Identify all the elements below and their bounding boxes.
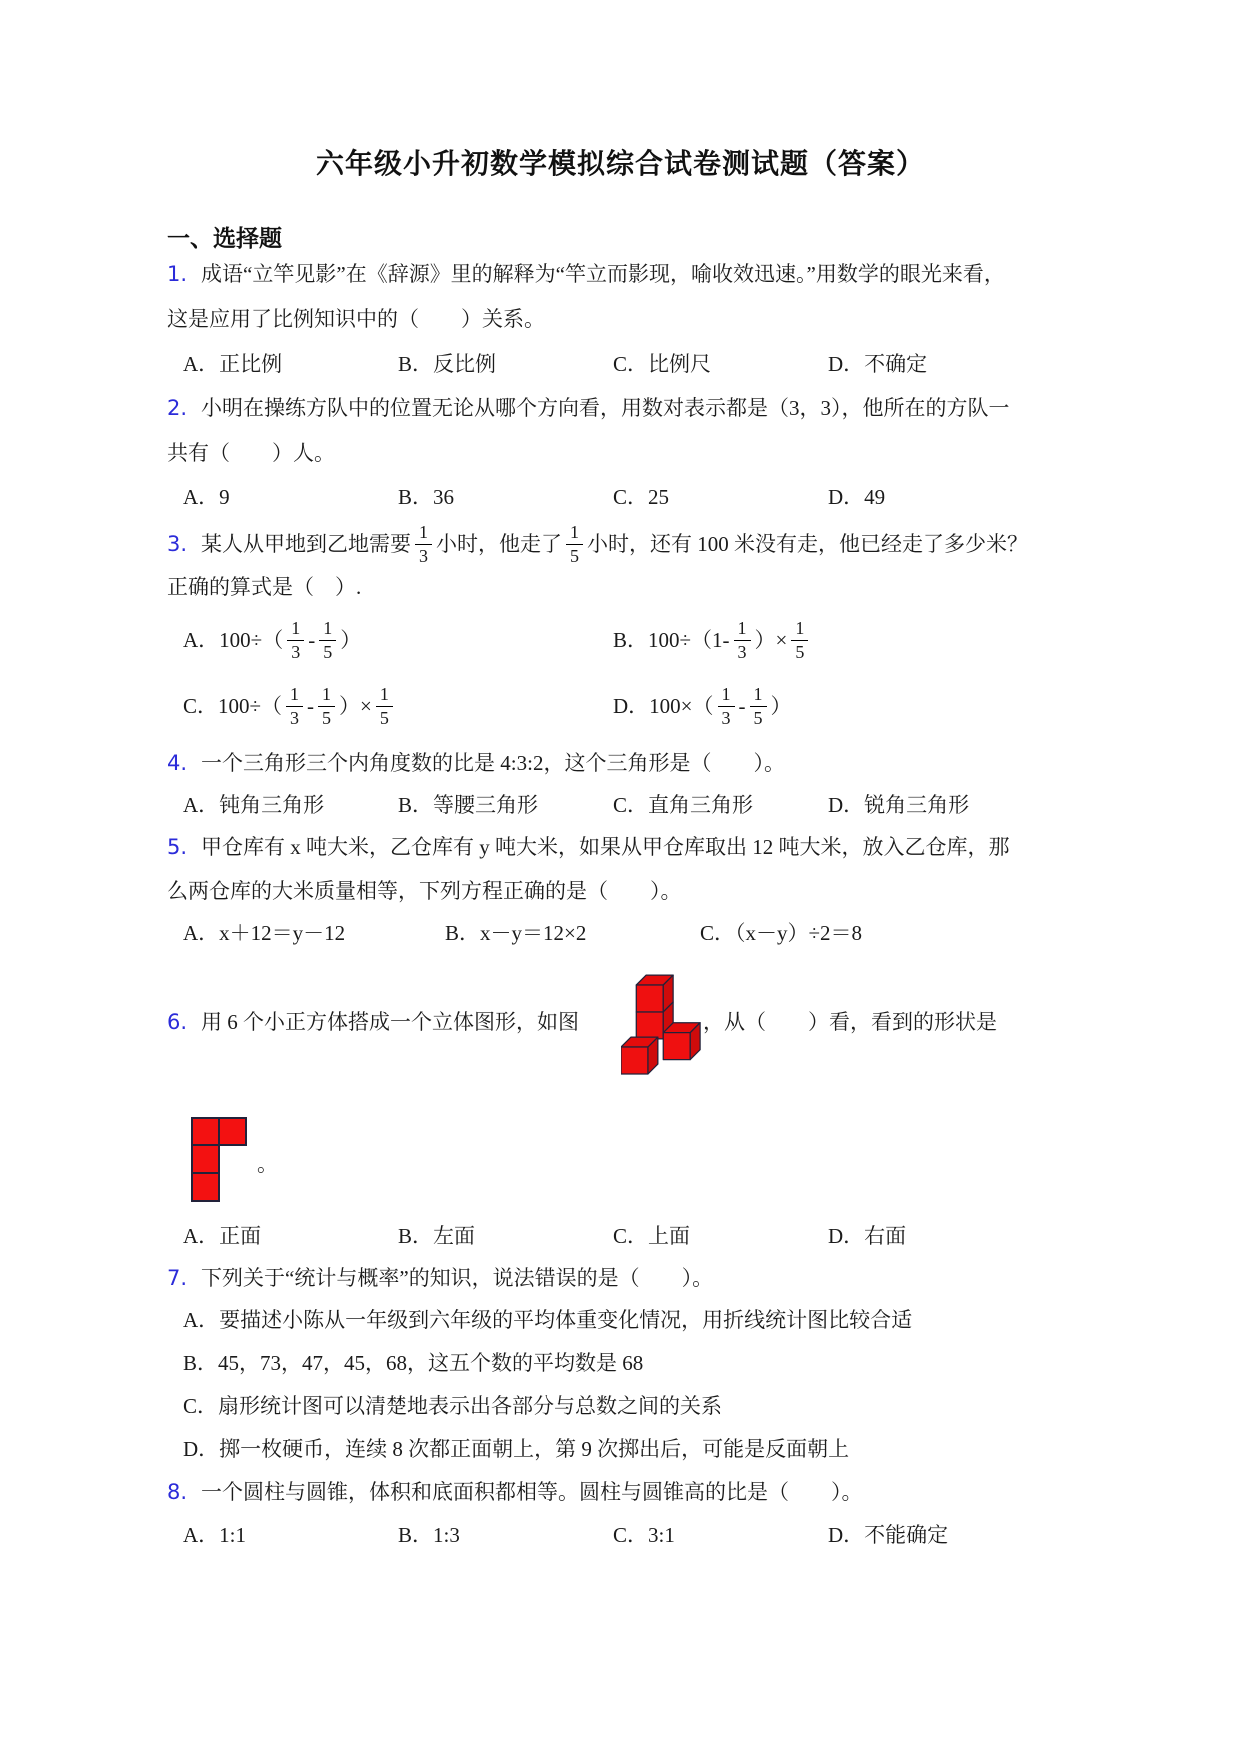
question-1-options-row xyxy=(183,350,927,378)
question-4-number: 4. xyxy=(167,751,188,775)
question-4-text: 一个三角形三个内角度数的比是 4:3:2，这个三角形是（ ）。 xyxy=(201,751,785,775)
text-segment: - xyxy=(738,694,746,718)
text-segment: C．100÷（ xyxy=(183,694,283,718)
question-3-options-row-1 xyxy=(183,604,812,676)
l-shape-4-squares-figure xyxy=(191,1117,248,1202)
question-2-options-row xyxy=(183,483,885,511)
q5-option-c: C．（x－y）÷2＝8 xyxy=(700,921,863,945)
question-6-line-1-right: ，从（ ）看，看到的形状是 xyxy=(703,1010,997,1034)
q4-option-a: A．钝角三角形 xyxy=(183,793,325,817)
question-1-line-1 xyxy=(167,260,1005,288)
fraction: $\frac{1}{3}$ xyxy=(286,684,303,728)
question-6-options-row xyxy=(183,1222,906,1250)
fraction: $\frac{1}{5}$ xyxy=(750,684,767,728)
question-3-options-row-2 xyxy=(183,670,792,742)
section-heading-choice-questions: 一、选择题 xyxy=(167,226,282,252)
question-6-line-1-left xyxy=(167,1008,579,1036)
six-red-cubes-3d-figure xyxy=(621,969,701,1081)
text-segment: ） xyxy=(340,628,362,652)
question-1-line-2: 这是应用了比例知识中的（ ）关系。 xyxy=(167,307,545,331)
text-segment: 小时，还有 100 米没有走，他已经走了多少米？ xyxy=(587,532,1029,556)
text-segment: ）× xyxy=(339,694,372,718)
question-2-number: 2. xyxy=(167,396,188,420)
text-segment: - xyxy=(308,628,316,652)
fraction: $\frac{1}{5}$ xyxy=(318,684,335,728)
question-4-line-1 xyxy=(167,749,785,777)
question-5-options-row xyxy=(183,919,862,947)
q1-option-b: B．反比例 xyxy=(398,352,497,376)
q1-option-a: A．正比例 xyxy=(183,352,283,376)
question-3-line-2: 正确的算式是（ ）. xyxy=(167,575,362,599)
text-segment: 某人从甲地到乙地需要 xyxy=(201,532,412,556)
fraction: $\frac{1}{3}$ xyxy=(734,618,751,662)
q6-option-c: C．上面 xyxy=(613,1224,691,1248)
q4-option-c: C．直角三角形 xyxy=(613,793,754,817)
q1-option-c: C．比例尺 xyxy=(613,352,712,376)
question-7-number: 7. xyxy=(167,1266,188,1290)
question-6-period: 。 xyxy=(257,1152,278,1176)
text-segment: 小时，他走了 xyxy=(436,532,563,556)
question-2-line-1 xyxy=(167,394,1010,422)
q6-option-b: B．左面 xyxy=(398,1224,476,1248)
q7-option-a: A．要描述小陈从一年级到六年级的平均体重变化情况，用折线统计图比较合适 xyxy=(183,1308,913,1332)
q4-option-d: D．锐角三角形 xyxy=(828,793,970,817)
q7-option-b: B．45，73，47，45，68，这五个数的平均数是 68 xyxy=(183,1351,644,1375)
q1-option-d: D．不确定 xyxy=(828,352,928,376)
question-3-stem xyxy=(201,522,1028,566)
question-8-text: 一个圆柱与圆锥，体积和底面积都相等。圆柱与圆锥高的比是（ ）。 xyxy=(201,1480,863,1504)
q3-option-c xyxy=(183,670,613,742)
question-5-line-1 xyxy=(167,833,1010,861)
q2-option-b: B．36 xyxy=(398,485,455,509)
question-1-text: 成语“立竿见影”在《辞源》里的解释为“竿立而影现，喻收效迅速。”用数学的眼光来看， xyxy=(201,262,1005,286)
q3-option-a xyxy=(183,604,613,676)
q8-option-b: B．1:3 xyxy=(398,1523,460,1547)
q4-option-b: B．等腰三角形 xyxy=(398,793,539,817)
q8-option-a: A．1:1 xyxy=(183,1523,246,1547)
text-segment: - xyxy=(307,694,315,718)
q2-option-a: A．9 xyxy=(183,485,230,509)
question-8-number: 8. xyxy=(167,1480,188,1504)
q5-option-a: A．x＋12＝y－12 xyxy=(183,921,346,945)
question-7-text: 下列关于“统计与概率”的知识，说法错误的是（ ）。 xyxy=(201,1266,714,1290)
fraction: $\frac{1}{3}$ xyxy=(718,684,735,728)
question-8-options-row xyxy=(183,1521,948,1549)
question-2-line-2: 共有（ ）人。 xyxy=(167,441,335,465)
question-1-number: 1. xyxy=(167,262,188,286)
q7-option-d: D．掷一枚硬币，连续 8 次都正面朝上，第 9 次掷出后，可能是反面朝上 xyxy=(183,1437,850,1461)
fraction: $\frac{1}{5}$ xyxy=(376,684,393,728)
fraction: $\frac{1}{5}$ xyxy=(566,522,583,566)
text-segment: B．100÷（1- xyxy=(613,628,730,652)
q8-option-c: C．3:1 xyxy=(613,1523,675,1547)
q7-option-c: C．扇形统计图可以清楚地表示出各部分与总数之间的关系 xyxy=(183,1394,723,1418)
q2-option-d: D．49 xyxy=(828,485,886,509)
question-3-number: 3. xyxy=(167,532,188,556)
fraction: $\frac{1}{5}$ xyxy=(791,618,808,662)
question-4-options-row xyxy=(183,791,969,819)
q3-option-d xyxy=(613,670,792,742)
text-segment: ）× xyxy=(754,628,788,652)
page-title: 六年级小升初数学模拟综合试卷测试题（答案） xyxy=(315,147,925,180)
question-8-stem xyxy=(167,1478,863,1506)
q6-option-d: D．右面 xyxy=(828,1224,907,1248)
fraction: $\frac{1}{3}$ xyxy=(415,522,432,566)
text-segment: D．100×（ xyxy=(613,694,714,718)
question-5-text: 甲仓库有 x 吨大米，乙仓库有 y 吨大米，如果从甲仓库取出 12 吨大米，放入乙仓库，那 xyxy=(201,835,1010,859)
q2-option-c: C．25 xyxy=(613,485,670,509)
fraction: $\frac{1}{5}$ xyxy=(319,618,336,662)
q5-option-b: B．x－y＝12×2 xyxy=(445,921,587,945)
question-5-number: 5. xyxy=(167,835,188,859)
text-segment: A．100÷（ xyxy=(183,628,284,652)
q6-option-a: A．正面 xyxy=(183,1224,262,1248)
fraction: $\frac{1}{3}$ xyxy=(287,618,304,662)
question-5-line-2: 么两仓库的大米质量相等，下列方程正确的是（ ）。 xyxy=(167,879,682,903)
q8-option-d: D．不能确定 xyxy=(828,1523,949,1547)
question-6-text-left: 用 6 个小正方体搭成一个立体图形，如图 xyxy=(201,1010,580,1034)
question-3-line-1 xyxy=(167,508,1028,580)
question-2-text: 小明在操练方队中的位置无论从哪个方向看，用数对表示都是（3，3），他所在的方队一 xyxy=(201,396,1010,420)
text-segment: ） xyxy=(770,694,792,718)
question-7-stem xyxy=(167,1264,713,1292)
question-6-number: 6. xyxy=(167,1010,188,1034)
q3-option-b xyxy=(613,604,812,676)
